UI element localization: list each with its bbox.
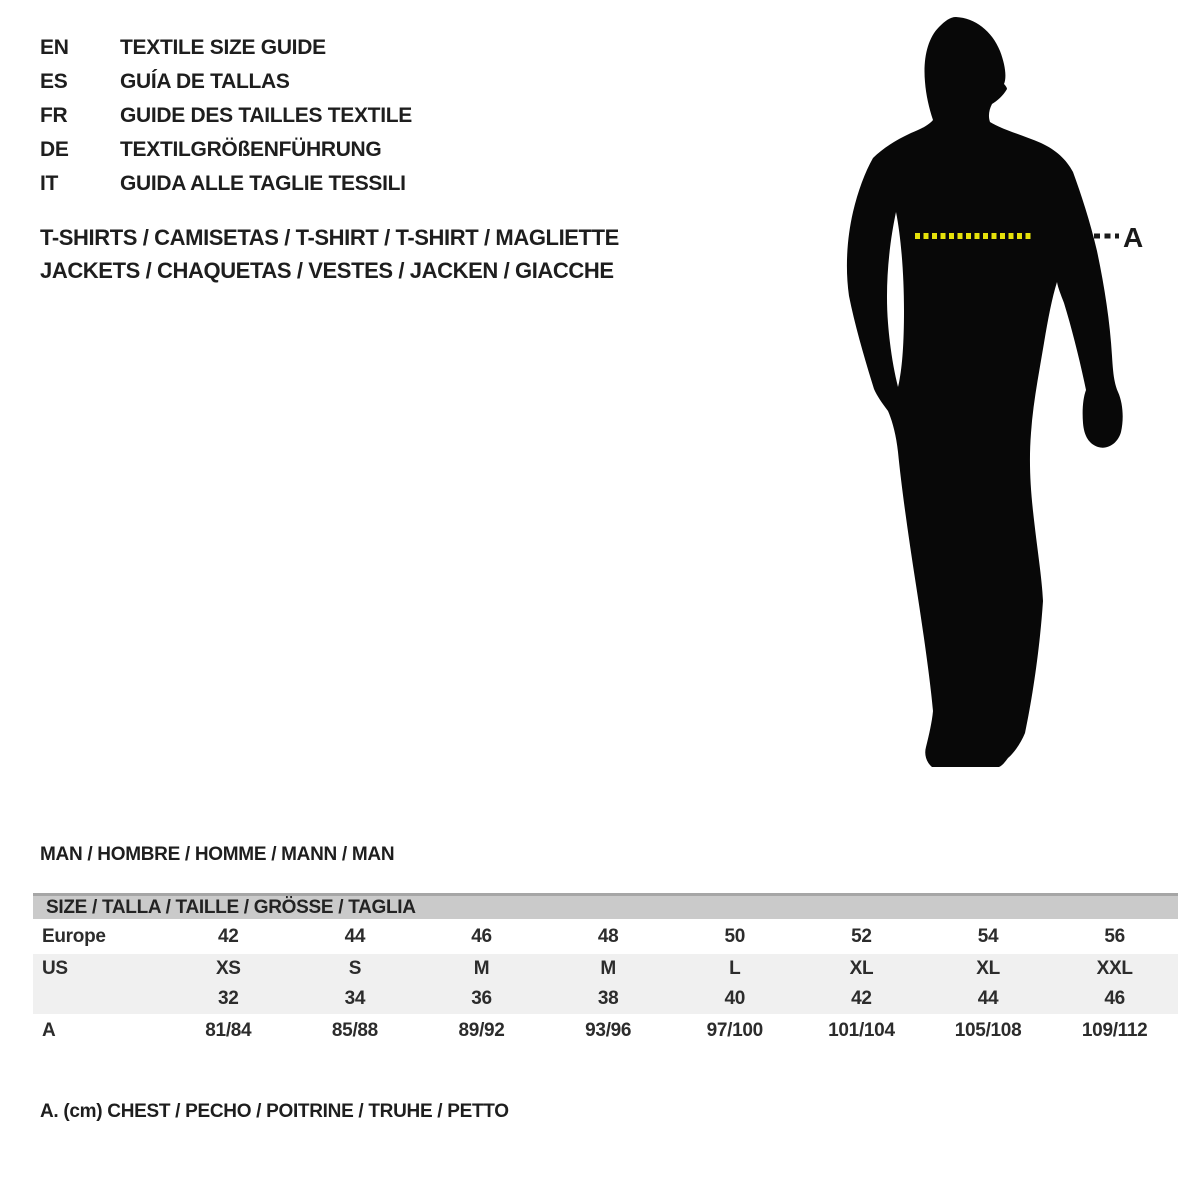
size-cell: XL [849, 958, 874, 979]
size-cell: 48 [597, 925, 619, 947]
language-code: IT [40, 172, 59, 195]
row-label: Europe [42, 925, 106, 947]
size-cell: 42 [851, 988, 872, 1009]
size-cell: 44 [344, 925, 366, 947]
size-cell: 93/96 [585, 1019, 632, 1041]
size-cell: 85/88 [331, 1019, 378, 1041]
table-row-numeric [33, 984, 1178, 1014]
category-jackets: JACKETS / CHAQUETAS / VESTES / JACKEN / GIACCHE [40, 258, 614, 283]
size-cell: 56 [1104, 925, 1125, 947]
size-cell: M [473, 958, 490, 979]
size-cell: XXL [1096, 958, 1133, 979]
row-label: US [42, 958, 68, 979]
table-row-us [33, 954, 1178, 984]
footnote-chest-legend: A. (cm) CHEST / PECHO / POITRINE / TRUHE / PETTO [40, 1101, 509, 1122]
language-code: ES [40, 70, 68, 93]
size-cell: 97/100 [706, 1019, 763, 1041]
size-cell: M [600, 958, 616, 979]
size-cell: L [729, 958, 741, 979]
size-cell: 50 [724, 925, 746, 947]
section-title-man: MAN / HOMBRE / HOMME / MANN / MAN [40, 844, 395, 865]
size-cell: 101/104 [828, 1019, 895, 1041]
size-cell: 54 [977, 925, 999, 947]
row-label: A [42, 1019, 56, 1041]
size-cell: 44 [977, 988, 999, 1009]
size-cell: 81/84 [205, 1019, 252, 1041]
size-cell: 36 [471, 988, 492, 1009]
language-code: FR [40, 104, 68, 127]
size-cell: 32 [218, 988, 239, 1009]
size-cell: 52 [851, 925, 872, 947]
language-title: TEXTILE SIZE GUIDE [120, 36, 326, 59]
category-tshirts: T-SHIRTS / CAMISETAS / T-SHIRT / T-SHIRT / MAGLIETTE [40, 225, 619, 250]
size-cell: 46 [471, 925, 492, 947]
language-title: GUIDA ALLE TAGLIE TESSILI [120, 172, 406, 195]
language-title: TEXTILGRÖßENFÜHRUNG [120, 138, 382, 161]
language-code: EN [40, 36, 69, 59]
size-cell: 38 [597, 988, 619, 1009]
size-cell: 105/108 [954, 1019, 1022, 1041]
table-row-europe [33, 919, 1178, 954]
man-silhouette-icon [847, 17, 1123, 767]
size-cell: 89/92 [458, 1019, 505, 1041]
language-code: DE [40, 138, 69, 161]
language-title: GUÍA DE TALLAS [120, 70, 290, 93]
size-cell: 46 [1104, 988, 1125, 1009]
size-cell: XL [976, 958, 1000, 979]
size-table [33, 893, 1178, 1047]
size-cell: 42 [218, 925, 239, 947]
language-title: GUIDE DES TAILLES TEXTILE [120, 104, 412, 127]
size-cell: 34 [344, 988, 366, 1009]
size-cell: 109/112 [1081, 1019, 1148, 1041]
size-cell: XS [215, 958, 241, 979]
size-table-header: SIZE / TALLA / TAILLE / GRÖSSE / TAGLIA [33, 893, 1178, 919]
table-row-chest [33, 1014, 1178, 1047]
size-cell: 40 [724, 988, 746, 1009]
measure-label-a: A [1123, 222, 1144, 253]
size-cell: S [348, 958, 362, 979]
